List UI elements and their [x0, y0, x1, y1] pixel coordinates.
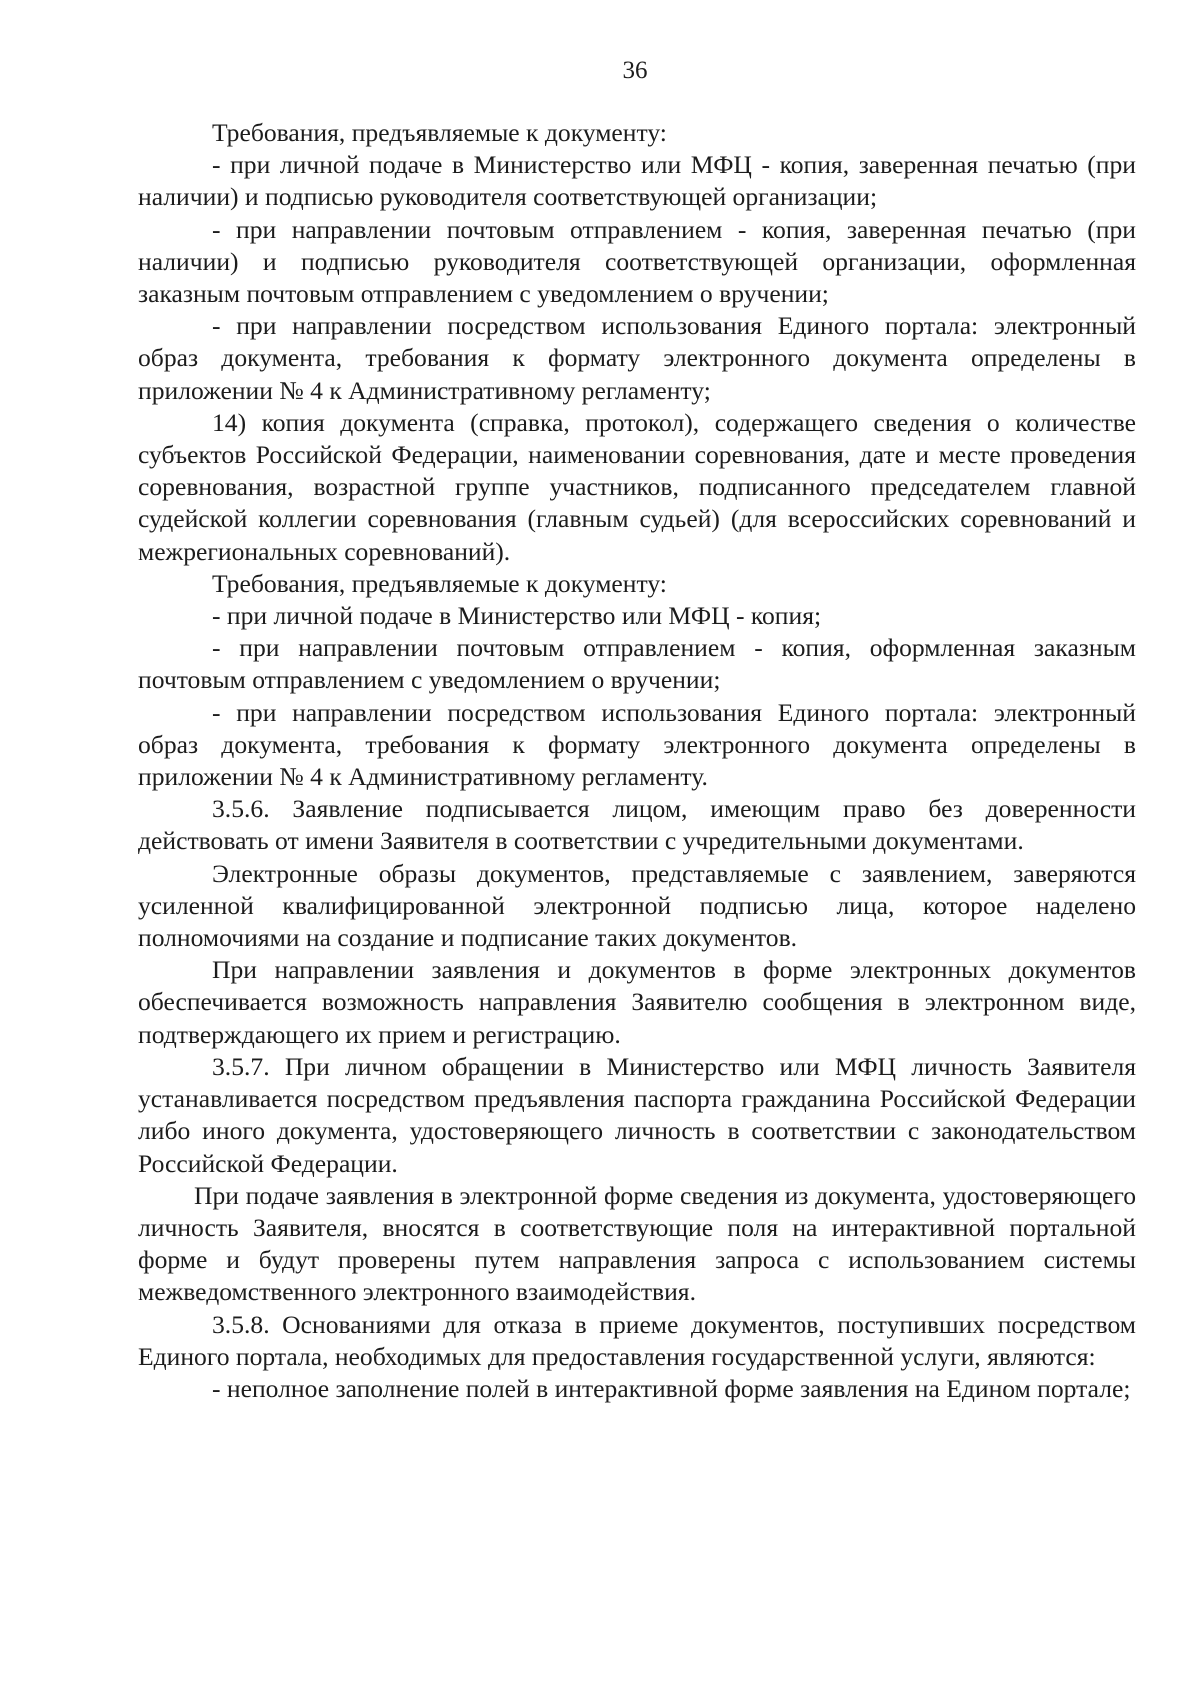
paragraph: Электронные образы документов, представляемые с заявлением, заверяются усиленной квалифицированной электронной подписью лица, которое наделено полномочиями на создание и подписание таких документов. [138, 858, 1136, 953]
document-body [138, 117, 1136, 1405]
paragraph: 14) копия документа (справка, протокол), содержащего сведения о количестве субъектов Российской Федерации, наименовании соревнования, дате и месте проведения соревнования, возрастной группе участников, подписанного председателем главной судейской коллегии соревнования (главным судьей) (для всероссийских соревнований и межрегиональных соревнований). [138, 407, 1136, 566]
paragraph: Требования, предъявляемые к документу: [212, 118, 667, 147]
paragraph: - при направлении посредством использования Единого портала: электронный образ документа, требования к формату электронного документа определены в приложении № 4 к Административному регламенту. [138, 697, 1136, 792]
paragraph: При подаче заявления в электронной форме сведения из документа, удостоверяющего личность Заявителя, вносятся в соответствующие поля на интерактивной портальной форме и будут проверены путем направления запроса с использованием системы межведомственного электронного взаимодействия. [138, 1180, 1136, 1307]
paragraph: Требования, предъявляемые к документу: [212, 568, 667, 598]
paragraph: При направлении заявления и документов в форме электронных документов обеспечивается возможность направления Заявителю сообщения в электронном виде, подтверждающего их прием и регистрацию. [138, 955, 1136, 1049]
paragraph: - при направлении посредством использования Единого портала: электронный образ документа, требования к формату электронного документа определены в приложении № 4 к Административному регламенту; [138, 311, 1136, 405]
paragraph: - при направлении почтовым отправлением - копия, заверенная печатью (при наличии) и подписью руководителя соответствующей организации, оформленная заказным почтовым отправлением с уведомлением о вручении; [138, 214, 1136, 309]
paragraph: - при личной подаче в Министерство или МФЦ - копия; [212, 601, 822, 631]
paragraph: - при направлении почтовым отправлением - копия, оформленная заказным почтовым отправлением с уведомлением о вручении; [138, 633, 1136, 695]
paragraph: - при личной подаче в Министерство или МФЦ - копия, заверенная печатью (при наличии) и подписью руководителя соответствующей организации; [138, 150, 1136, 212]
paragraph: 3.5.7. При личном обращении в Министерство или МФЦ личность Заявителя устанавливается посредством предъявления паспорта гражданина Российской Федерации либо иного документа, удостоверяющего личность в соответствии с законодательством Российской Федерации. [138, 1051, 1136, 1178]
paragraph: - неполное заполнение полей в интерактивной форме заявления на Едином портале; [212, 1373, 1131, 1403]
paragraph: 3.5.6. Заявление подписывается лицом, имеющим право без доверенности действовать от имени Заявителя в соответствии с учредительными документами. [138, 794, 1136, 856]
page-number: 36 [622, 57, 648, 84]
paragraph: 3.5.8. Основаниями для отказа в приеме документов, поступивших посредством Единого портала, необходимых для предоставления государственной услуги, являются: [138, 1309, 1136, 1371]
